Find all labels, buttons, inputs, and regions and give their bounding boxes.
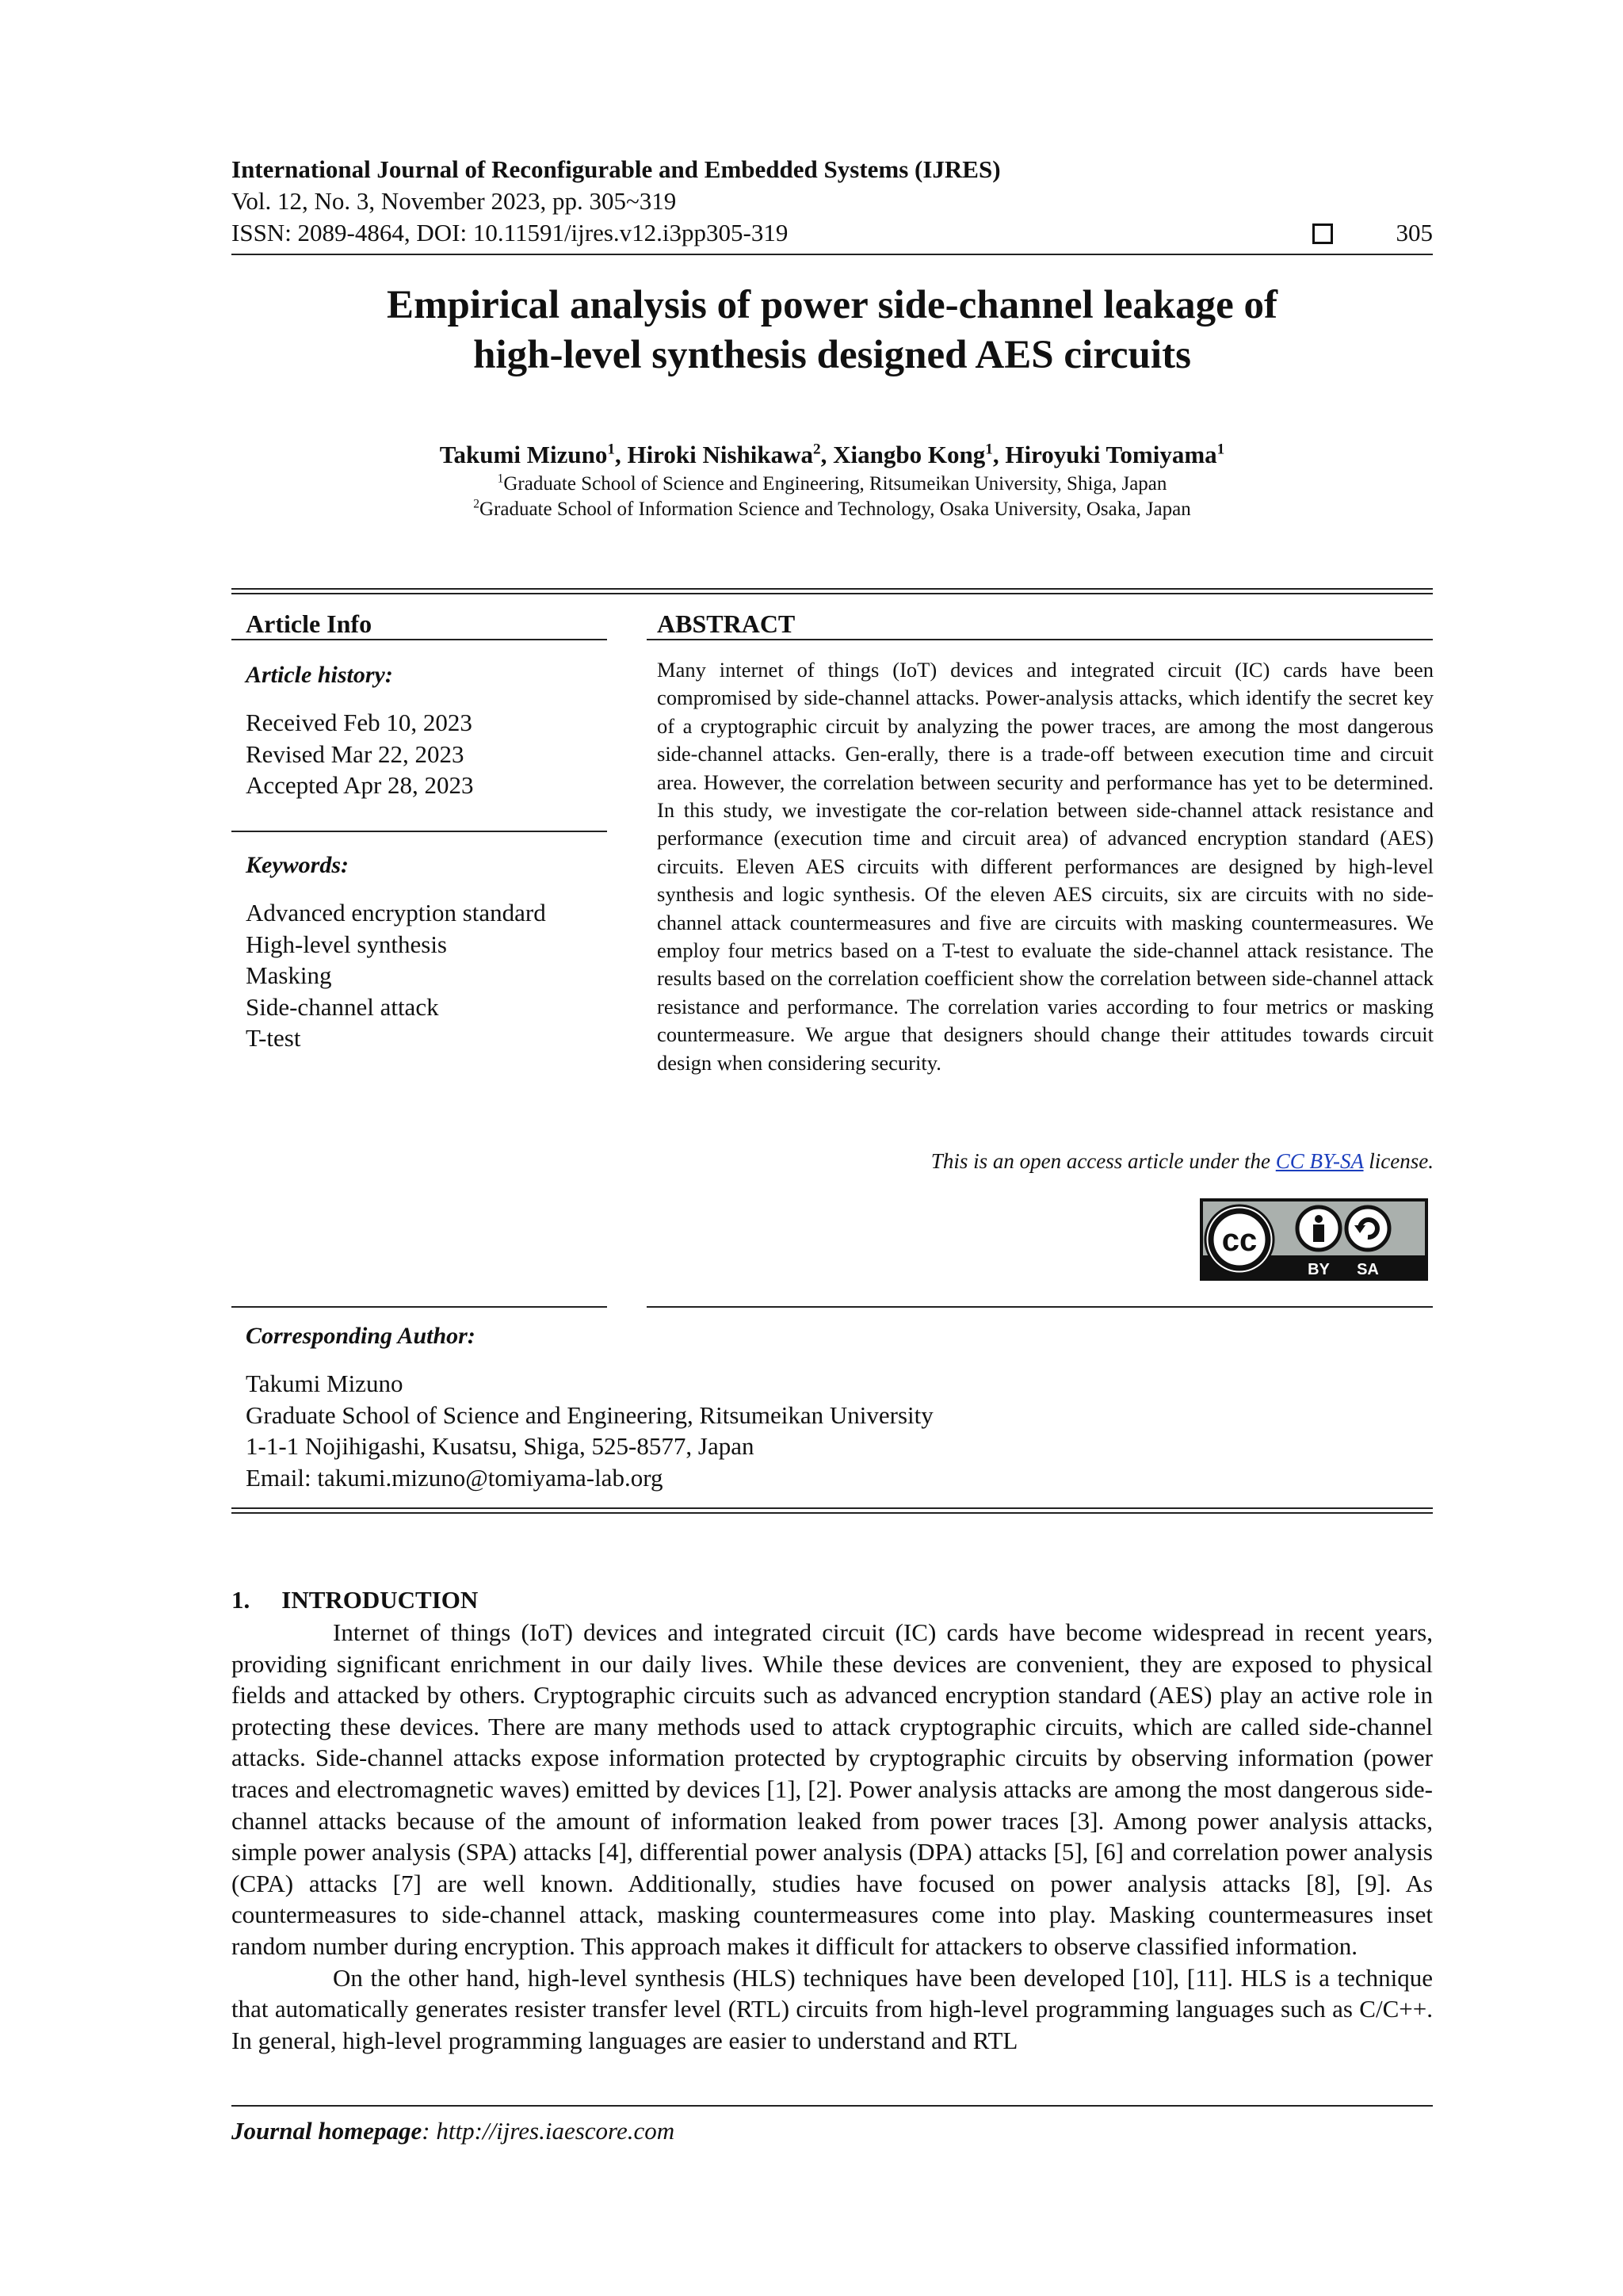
journal-homepage <box>231 2116 674 2146</box>
author-affil-sup: 2 <box>813 441 821 458</box>
section-title: INTRODUCTION <box>281 1586 479 1614</box>
footer-rule <box>231 2105 1433 2107</box>
abstract-text: Many internet of things (IoT) devices and integrated circuit (IC) cards have been compromised by side-channel attacks. Power-analysis attacks, which identify the secret key of a cryptographic circuit by analyzing the power traces, are among the most dangerous side-channel attacks. Gen-erally, there is a trade-off between execution time and circuit area. However, the correlation between security and performance has yet to be determined. In this study, we investigate the cor-relation between side-channel attack resistance and performance (execution time and circuit area) of advanced encryption standard (AES) circuits. Eleven AES circuits with different performances are designed by high-level synthesis and logic synthesis. Of the eleven AES circuits, six are circuits with no side-channel attack countermeasures and five are circuits with masking countermeasures. We employ four metrics based on a T-test to evaluate the side-channel attack resistance. The results based on the correlation coefficient show the correlation between side-channel attack resistance and performance. The correlation varies according to four metrics or masking countermeasure. We argue that designers should change their attitudes towards circuit design when considering security. <box>657 658 1434 1075</box>
author-affil-sup: 1 <box>607 441 615 458</box>
abstract-bottom-rule <box>647 1306 1433 1308</box>
abstract-rule <box>647 639 1433 640</box>
info-left-bottom-rule <box>231 1306 607 1308</box>
corresponding-institution: Graduate School of Science and Engineering, Ritsumeikan University <box>246 1400 934 1429</box>
cc-by-sa-badge[interactable] <box>1200 1198 1428 1281</box>
page-number: 305 <box>1396 219 1433 246</box>
keyword-item: High-level synthesis <box>246 930 447 958</box>
info-top-rule-double <box>231 593 1433 594</box>
checkbox-square-icon <box>1312 223 1333 244</box>
license-suffix: license. <box>1363 1149 1434 1173</box>
affiliation <box>231 472 1433 496</box>
abstract-heading: ABSTRACT <box>657 609 796 638</box>
introduction-body <box>231 1617 1433 2056</box>
article-history-heading: Article history: <box>246 662 393 688</box>
keywords-list <box>246 897 546 1054</box>
journal-issn-doi: ISSN: 2089-4864, DOI: 10.11591/ijres.v12.i3pp305-319 <box>231 219 789 246</box>
author-name: Hiroyuki Tomiyama <box>1005 441 1217 468</box>
homepage-label: Journal homepage <box>231 2117 422 2145</box>
keywords-heading: Keywords: <box>246 852 349 878</box>
corresponding-address: 1-1-1 Nojihigashi, Kusatsu, Shiga, 525-8577, Japan <box>246 1432 754 1460</box>
affiliation-text: Graduate School of Science and Engineering, Ritsumeikan University, Shiga, Japan <box>503 473 1167 495</box>
share-alike-icon <box>1346 1207 1389 1250</box>
corresponding-author-heading: Corresponding Author: <box>246 1323 475 1349</box>
author-affil-sup: 1 <box>1216 441 1225 458</box>
affiliation-text: Graduate School of Information Science and Technology, Osaka University, Osaka, Japan <box>479 499 1191 520</box>
journal-volume: Vol. 12, No. 3, November 2023, pp. 305~319 <box>231 187 677 215</box>
keyword-item: T-test <box>246 1024 301 1052</box>
keywords-rule <box>231 831 607 832</box>
cc-by-sa-link[interactable]: CC BY-SA <box>1275 1149 1364 1173</box>
author-name: Xiangbo Kong <box>833 441 986 468</box>
introduction-paragraph: Internet of things (IoT) devices and integrated circuit (IC) cards have become widespread in recent years, providing significant enrichment in our daily lives. While these devices are convenient, they are exposed to physical fields and attacked by others. Cryptographic circuits such as advanced encryption standard (AES) play an active role in protecting these devices. There are many methods used to attack cryptographic circuits, which are called side-channel attacks. Side-channel attacks expose information protected by cryptographic circuits by observing information (power traces and electromagnetic waves) emitted by devices [1], [2]. Power analysis attacks are among the most dangerous side-channel attacks because of the amount of information leaked from power traces [3]. Among power analysis attacks, simple power analysis (SPA) attacks [4], differential power analysis (DPA) attacks [5], [6] and correlation power analysis (CPA) attacks [7] are well known. Additionally, studies have focused on power analysis attacks [8], [9]. As countermeasures to side-channel attack, masking countermeasures come into play. Masking countermeasures inset random number during encryption. This approach makes it difficult for attackers to observe classified information. <box>231 1618 1433 1960</box>
cc-badge-graphic <box>1200 1198 1428 1281</box>
article-history-list <box>246 707 474 801</box>
author-affil-sup: 1 <box>985 441 993 458</box>
header-rule <box>231 254 1433 255</box>
title-line-1: Empirical analysis of power side-channel leakage of <box>387 283 1277 327</box>
corresponding-email: Email: takumi.mizuno@tomiyama-lab.org <box>246 1463 663 1492</box>
homepage-url[interactable]: http://ijres.iaescore.com <box>436 2117 675 2145</box>
corresponding-name: Takumi Mizuno <box>246 1370 403 1397</box>
article-info-heading: Article Info <box>246 609 372 638</box>
article-info-rule <box>231 639 607 640</box>
license-prefix: This is an open access article under the <box>930 1149 1276 1173</box>
keyword-item: Masking <box>246 961 332 989</box>
paper-title <box>231 281 1433 380</box>
title-line-2: high-level synthesis designed AES circuits <box>473 333 1191 377</box>
homepage-separator: : <box>422 2117 437 2145</box>
info-bottom-rule-double <box>231 1512 1433 1514</box>
keyword-item: Advanced encryption standard <box>246 899 546 926</box>
author-name: Takumi Mizuno <box>439 441 608 468</box>
affiliation <box>231 498 1433 521</box>
badge-by-label: BY <box>1308 1261 1330 1278</box>
license-statement <box>657 1148 1434 1175</box>
history-accepted: Accepted Apr 28, 2023 <box>246 771 474 799</box>
affiliation-sup: 1 <box>497 472 504 486</box>
author-name: Hiroki Nishikawa <box>627 441 814 468</box>
keyword-item: Side-channel attack <box>246 992 439 1021</box>
section-number: 1. <box>231 1586 250 1614</box>
section-heading-introduction <box>231 1585 478 1615</box>
author-list: Takumi Mizuno$^1$, Hiroki Nishikawa$^2$, Xiangbo Kong$^1$, Hiroyuki Tomiyama$^1$ <box>439 441 1225 468</box>
info-bottom-rule <box>231 1507 1433 1509</box>
info-top-rule <box>231 588 1433 590</box>
introduction-paragraph: On the other hand, high-level synthesis (HLS) techniques have been developed [10], [11]. HLS is a technique that automatically generates resister transfer level (RTL) circuits from high-level programming languages such as C/C++. In general, high-level programming languages are easier to understand and RTL <box>231 1963 1433 2054</box>
corresponding-author-block <box>246 1368 934 1493</box>
affiliation-sup: 2 <box>473 497 479 511</box>
cc-letters: cc <box>1221 1223 1258 1258</box>
journal-name: International Journal of Reconfigurable and Embedded Systems (IJRES) <box>231 155 1001 183</box>
history-received: Received Feb 10, 2023 <box>246 709 472 736</box>
badge-sa-label: SA <box>1357 1261 1379 1278</box>
history-revised: Revised Mar 22, 2023 <box>246 739 464 768</box>
